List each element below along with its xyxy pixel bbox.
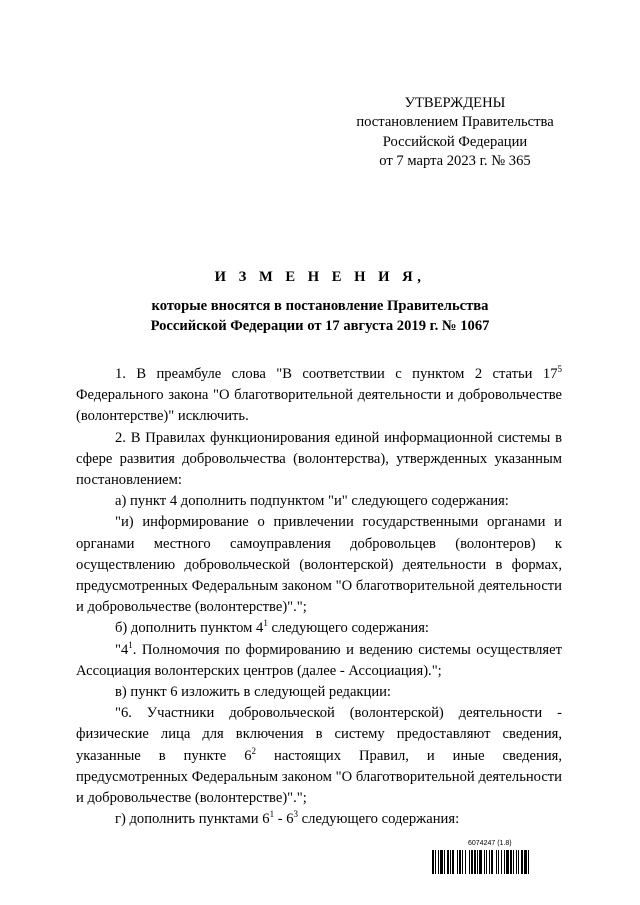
document-heading [60,268,580,336]
paragraph-3: а) пункт 4 дополнить подпунктом "и" следующего содержания: [115,493,509,510]
approval-stamp [340,94,570,171]
paragraph-8 [76,703,562,809]
approved-by-line: постановлением Правительства [356,114,554,131]
paragraph-5-text-b: следующего содержания: [267,620,429,637]
paragraph-6 [76,640,562,682]
paragraph-9-text-mid: - 6 [274,811,294,828]
document-title: И З М Е Н Е Н И Я, [214,269,426,285]
paragraph-9-sup-1: 1 [269,809,275,820]
paragraph-8-sup: 2 [251,745,257,756]
paragraph-8-text-a: "6. Участники добровольческой (волонтерской) деятельности - физические лица для включения в систему предоставляют сведения, указанные в пункте 6 [76,705,562,764]
paragraph-9-text-b: следующего содержания: [298,811,460,828]
approved-label: УТВЕРЖДЕНЫ [404,95,506,111]
paragraph-1-text-a: 1. В преамбуле слова "В соответствии с пунктом 2 статьи 17 [115,366,558,382]
paragraph-6-text-b: . Полномочия по формированию и ведению системы осуществляет Ассоциация волонтерских центров (далее - Ассоциация)."; [76,641,562,679]
paragraph-5-text-a: б) дополнить пунктом 4 [115,620,264,637]
paragraph-5-sup: 1 [263,618,268,629]
barcode [432,840,582,876]
paragraph-8-text-b: настоящих Правил, и иные сведения, предусмотренных Федеральным законом "О благотворительной деятельности и добровольчестве (волонтерстве)"."; [76,747,562,807]
paragraph-7: в) пункт 6 изложить в следующей редакции: [115,684,391,701]
paragraph-2: 2. В Правилах функционирования единой информационной системы в сфере развития добровольчества (волонтерства), утвержденных указанным постановлением: [76,429,562,489]
document-subtitle-line1: которые вносятся в постановление Правительства [151,298,489,315]
document-subtitle-line2: Российской Федерации от 17 августа 2019 г. № 1067 [150,317,490,334]
barcode-bars [432,850,582,874]
paragraph-9-sup-2: 3 [293,809,299,820]
paragraph-5 [76,618,562,639]
paragraph-1-sup: 5 [557,364,562,374]
paragraph-6-text-a: "4 [115,641,129,658]
paragraph-1-text-b: Федерального закона "О благотворительной деятельности и добровольчестве (волонтерстве)" исключить. [76,387,562,425]
paragraph-9 [76,809,562,830]
paragraph-1 [76,364,562,428]
document-body [76,364,562,830]
approved-date-line: от 7 марта 2023 г. № 365 [379,152,531,169]
paragraph-6-sup: 1 [128,639,133,650]
paragraph-4: "и) информирование о привлечении государственными органами и органами местного самоуправления добровольцев (волонтеров) к осуществлению добровольческой (волонтерской) деятельности в формах, предусмотренных Федеральным законом "О благотворительной деятельности и добровольчестве (волонтерстве)"."; [76,514,562,616]
paragraph-9-text-a: г) дополнить пунктами 6 [115,811,270,828]
barcode-label: 6074247 (1.8) [468,840,512,847]
approved-authority-line: Российской Федерации [382,133,528,150]
